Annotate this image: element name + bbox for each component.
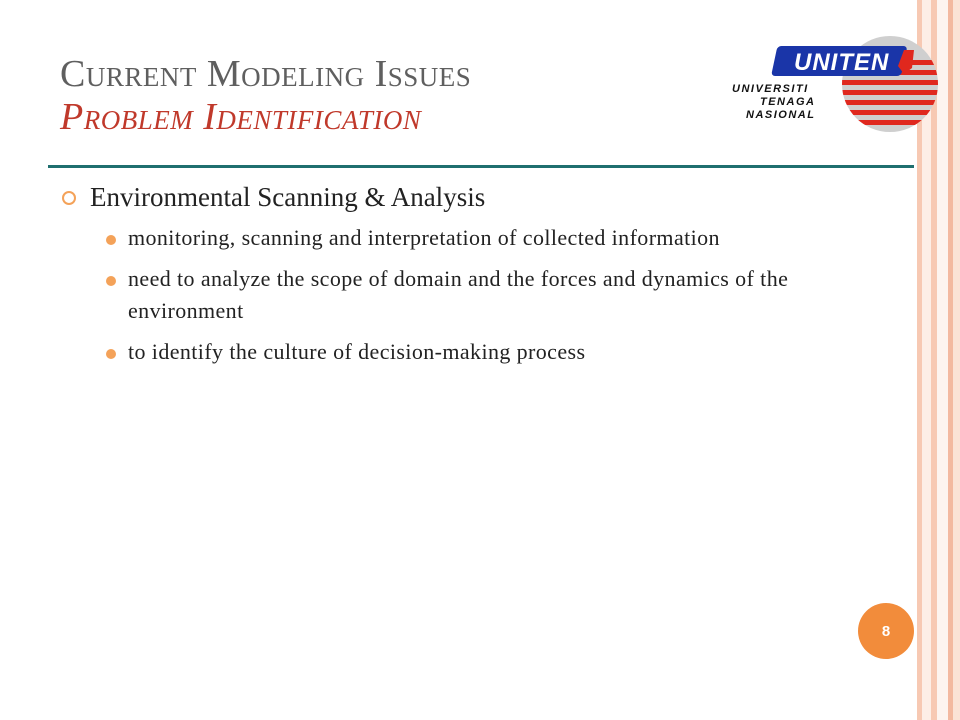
bullet-heading (62, 178, 842, 216)
list-item-text: to identify the culture of decision-making process (128, 339, 586, 364)
border-stripe (953, 0, 960, 720)
logo-line2: TENAGA (760, 96, 816, 108)
slide-content (62, 178, 842, 377)
list-item-text: need to analyze the scope of domain and the forces and dynamics of the environment (128, 266, 789, 323)
dot-bullet-icon (106, 349, 116, 359)
list-item (106, 336, 842, 368)
slide-title: Current Modeling Issues (60, 53, 472, 95)
dot-bullet-icon (106, 235, 116, 245)
logo-line3: NASIONAL (746, 109, 816, 121)
logo-brand: UNITEN (794, 49, 890, 76)
uniten-logo (722, 34, 942, 138)
dot-bullet-icon (106, 276, 116, 286)
sub-bullet-list (106, 222, 842, 368)
logo-line1: UNIVERSITI (732, 83, 809, 95)
circle-bullet-icon (62, 191, 76, 205)
list-item (106, 222, 842, 254)
heading-text: Environmental Scanning & Analysis (90, 182, 486, 212)
list-item-text: monitoring, scanning and interpretation of collected information (128, 225, 720, 250)
page-number-badge: 8 (858, 603, 914, 659)
list-item (106, 263, 842, 327)
slide-subtitle: Problem Identification (60, 96, 422, 138)
title-divider (48, 165, 914, 168)
